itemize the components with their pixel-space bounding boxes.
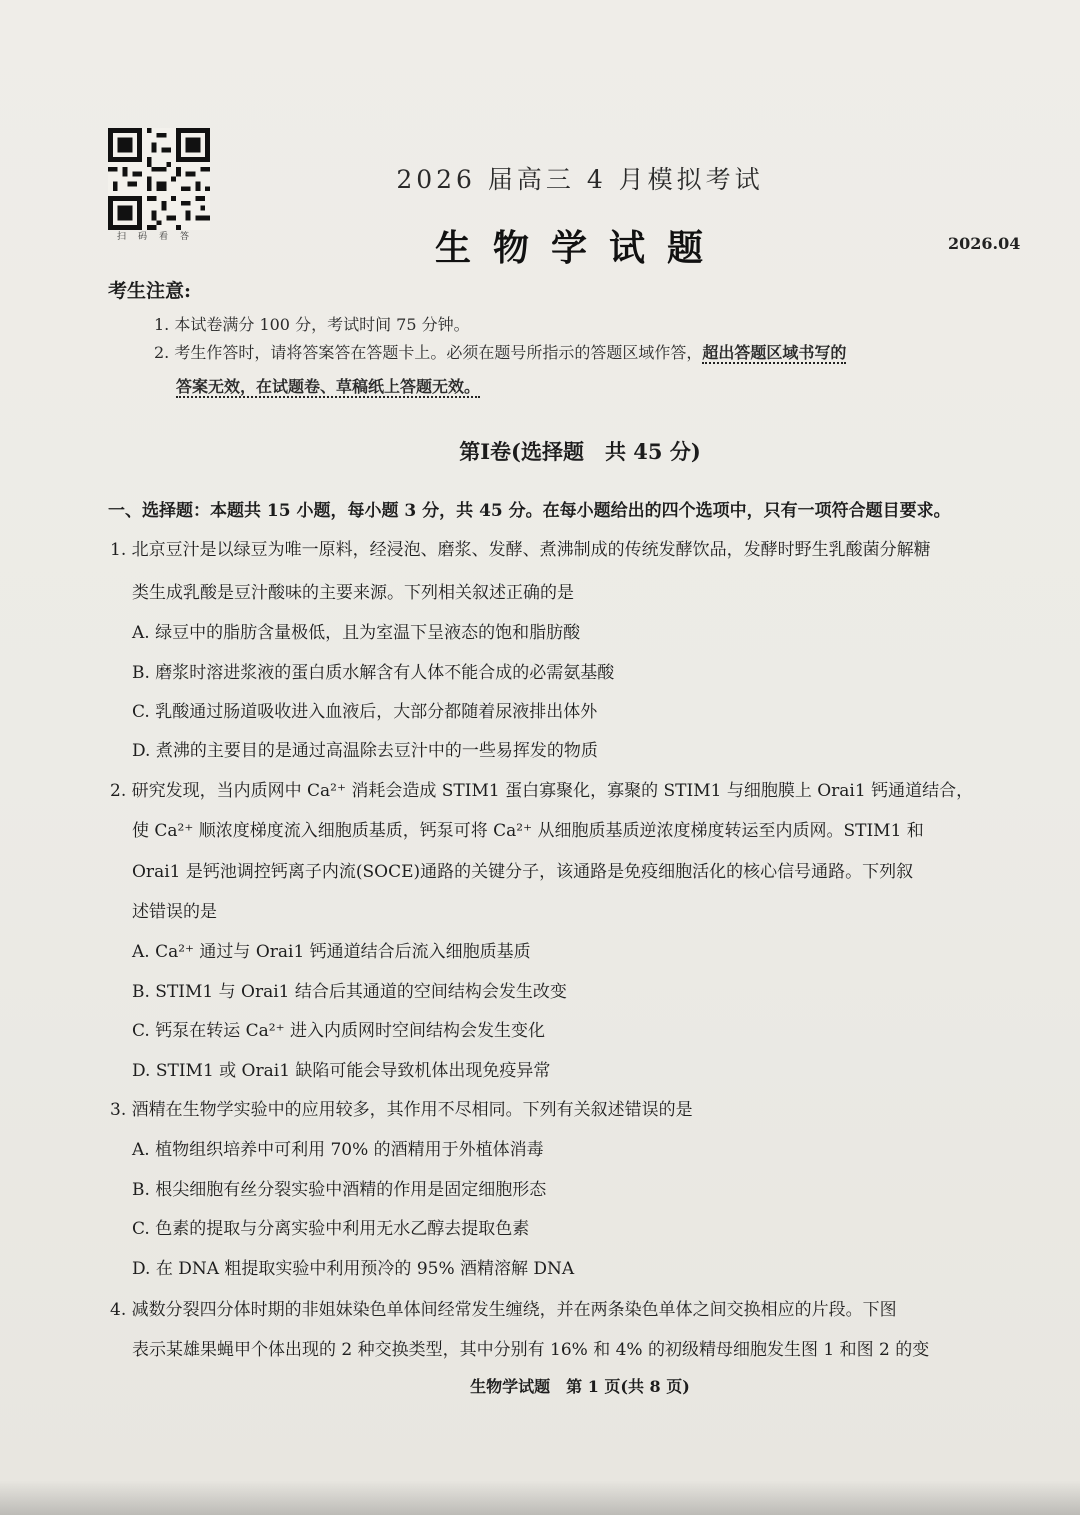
q1-option-d: D. 煮沸的主要目的是通过高温除去豆汁中的一些易挥发的物质 — [132, 741, 598, 761]
photo-bottom-shadow — [0, 1480, 1080, 1515]
q2-stem-line4: 述错误的是 — [132, 902, 217, 922]
q1-stem-line2: 类生成乳酸是豆汁酸味的主要来源。下列相关叙述正确的是 — [132, 583, 574, 603]
q1-stem-line1: 1. 北京豆汁是以绿豆为唯一原料，经浸泡、磨浆、发酵、煮沸制成的传统发酵饮品，发酵时野生乳酸菌分解糖 — [110, 540, 931, 560]
q1-option-a: A. 绿豆中的脂肪含量极低，且为室温下呈液态的饱和脂肪酸 — [132, 623, 581, 643]
q3-stem-line1: 3. 酒精在生物学实验中的应用较多，其作用不尽相同。下列有关叙述错误的是 — [110, 1100, 693, 1120]
exam-date: 2026.04 — [948, 234, 1021, 253]
section-instruction: 一、选择题：本题共 15 小题，每小题 3 分，共 45 分。在每小题给出的四个选项中，只有一项符合题目要求。 — [108, 501, 951, 521]
q2-option-d: D. STIM1 或 Orai1 缺陷可能会导致机体出现免疫异常 — [132, 1061, 551, 1081]
notice-item-2-cont — [176, 374, 480, 397]
q3-option-a: A. 植物组织培养中可利用 70% 的酒精用于外植体消毒 — [132, 1140, 544, 1160]
notice-item-2 — [154, 340, 846, 363]
q2-stem-line3: Orai1 是钙池调控钙离子内流(SOCE)通路的关键分子，该通路是免疫细胞活化的核心信号通路。下列叙 — [132, 862, 914, 882]
section-title: 第Ⅰ卷(选择题 共 45 分) — [459, 439, 701, 464]
qr-code-icon — [108, 128, 210, 230]
q2-stem-line1: 2. 研究发现，当内质网中 Ca²⁺ 消耗会造成 STIM1 蛋白寡聚化，寡聚的 STIM1 与细胞膜上 Orai1 钙通道结合， — [110, 781, 974, 801]
q1-option-b: B. 磨浆时溶进浆液的蛋白质水解含有人体不能合成的必需氨基酸 — [132, 663, 615, 683]
notice-item-2-emphasis-cont: 答案无效，在试题卷、草稿纸上答题无效。 — [176, 377, 481, 396]
q3-option-c: C. 色素的提取与分离实验中利用无水乙醇去提取色素 — [132, 1219, 530, 1239]
q3-option-b: B. 根尖细胞有丝分裂实验中酒精的作用是固定细胞形态 — [132, 1180, 547, 1200]
page-footer: 生物学试题 第 1 页(共 8 页) — [470, 1377, 690, 1396]
q3-option-d: D. 在 DNA 粗提取实验中利用预冷的 95% 酒精溶解 DNA — [132, 1259, 575, 1279]
notice-item-1: 1. 本试卷满分 100 分，考试时间 75 分钟。 — [154, 315, 470, 334]
notice-heading: 考生注意: — [108, 280, 192, 302]
subject-title: 生物学试题 — [434, 227, 725, 269]
qr-caption: 扫码看答 — [116, 232, 201, 242]
q4-stem-line2: 表示某雄果蝇甲个体出现的 2 种交换类型，其中分别有 16% 和 4% 的初级精母细胞发生图 1 和图 2 的变 — [132, 1340, 930, 1360]
q1-option-c: C. 乳酸通过肠道吸收进入血液后，大部分都随着尿液排出体外 — [132, 702, 598, 722]
q2-option-a: A. Ca²⁺ 通过与 Orai1 钙通道结合后流入细胞质基质 — [132, 942, 531, 962]
q2-option-b: B. STIM1 与 Orai1 结合后其通道的空间结构会发生改变 — [132, 982, 567, 1002]
notice-item-2-emphasis: 超出答题区域书写的 — [702, 343, 847, 362]
q2-stem-line2: 使 Ca²⁺ 顺浓度梯度流入细胞质基质，钙泵可将 Ca²⁺ 从细胞质基质逆浓度梯度转运至内质网。STIM1 和 — [132, 821, 924, 841]
q2-option-c: C. 钙泵在转运 Ca²⁺ 进入内质网时空间结构会发生变化 — [132, 1021, 545, 1041]
q4-stem-line1: 4. 减数分裂四分体时期的非姐妹染色单体间经常发生缠绕，并在两条染色单体之间交换相应的片段。下图 — [110, 1300, 897, 1320]
notice-item-2-text: 2. 考生作答时，请将答案答在答题卡上。必须在题号所指示的答题区域作答， — [154, 343, 703, 362]
exam-title: 2026 届高三 4 月模拟考试 — [396, 165, 764, 194]
